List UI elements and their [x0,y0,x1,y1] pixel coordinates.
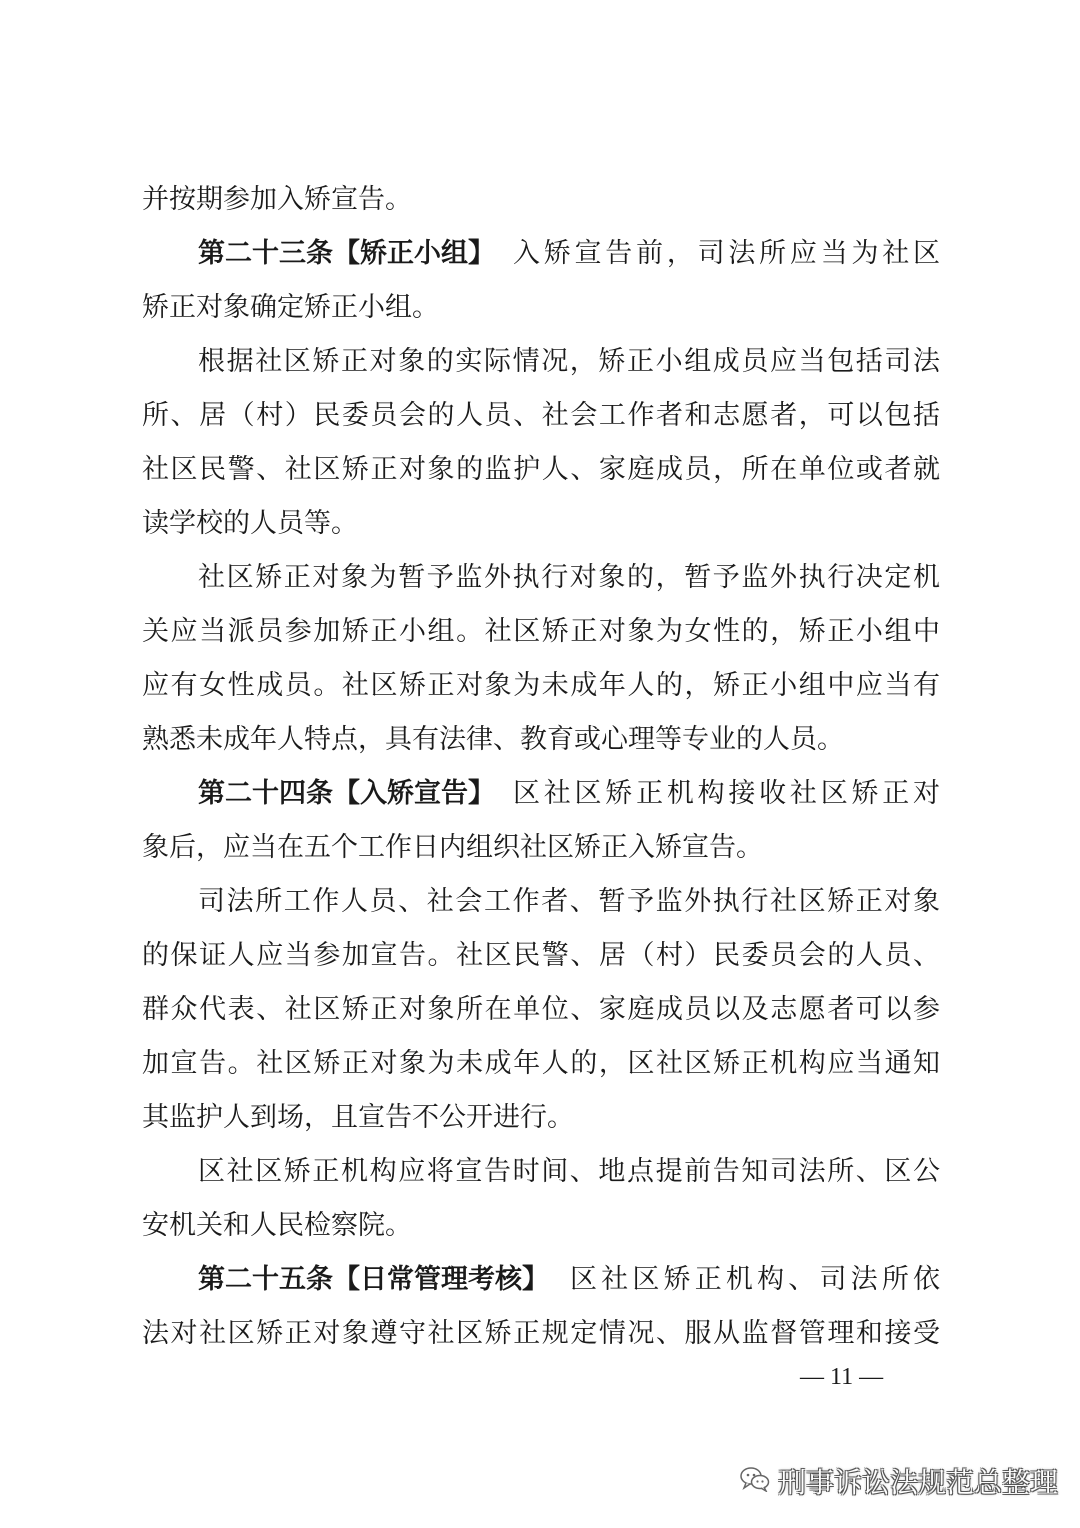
text-line: 矫正对象确定矫正小组。 [142,292,439,323]
text-line: 应有女性成员。社区矫正对象为未成年人的，矫正小组中应当有 [142,670,940,701]
article-heading: 第二十五条【日常管理考核】 [198,1264,549,1295]
article-heading: 第二十四条【入矫宣告】 [198,778,495,809]
text-line: 社区民警、社区矫正对象的监护人、家庭成员，所在单位或者就 [142,454,940,485]
text-line: 司法所工作人员、社会工作者、暂予监外执行社区矫正对象 [198,886,940,917]
text-line: 并按期参加入矫宣告。 [142,184,412,215]
article-25 [198,1263,940,1297]
text-line: 根据社区矫正对象的实际情况，矫正小组成员应当包括司法 [198,346,940,377]
page-number: — 11 — [800,1364,884,1390]
text-line: 加宣告。社区矫正对象为未成年人的，区社区矫正机构应当通知 [142,1048,940,1079]
text-line: 读学校的人员等。 [142,508,358,539]
article-text: 入矫宣告前，司法所应当为社区 [513,238,940,269]
text-line: 社区矫正对象为暂予监外执行对象的，暂予监外执行决定机 [198,562,940,593]
article-text: 区社区矫正机构接收社区矫正对 [513,778,940,809]
text-line: 法对社区矫正对象遵守社区矫正规定情况、服从监督管理和接受 [142,1318,940,1349]
text-line: 安机关和人民检察院。 [142,1210,412,1241]
text-line: 熟悉未成年人特点，具有法律、教育或心理等专业的人员。 [142,724,844,755]
watermark-text: 刑事诉讼法规范总整理 [778,1466,1059,1499]
watermark [740,1456,1058,1506]
text-line: 所、居（村）民委员会的人员、社会工作者和志愿者，可以包括 [142,400,940,431]
article-heading: 第二十三条【矫正小组】 [198,238,495,269]
text-line: 象后，应当在五个工作日内组织社区矫正入矫宣告。 [142,832,763,863]
article-24 [198,777,940,811]
article-text: 区社区矫正机构、司法所依 [570,1264,940,1295]
text-line: 其监护人到场，且宣告不公开进行。 [142,1102,574,1133]
text-line: 的保证人应当参加宣告。社区民警、居（村）民委员会的人员、 [142,940,940,971]
text-line: 关应当派员参加矫正小组。社区矫正对象为女性的，矫正小组中 [142,616,940,647]
article-23 [198,237,940,271]
wechat-icon [740,1466,770,1496]
text-line: 群众代表、社区矫正对象所在单位、家庭成员以及志愿者可以参 [142,994,940,1025]
text-line: 区社区矫正机构应将宣告时间、地点提前告知司法所、区公 [198,1156,940,1187]
